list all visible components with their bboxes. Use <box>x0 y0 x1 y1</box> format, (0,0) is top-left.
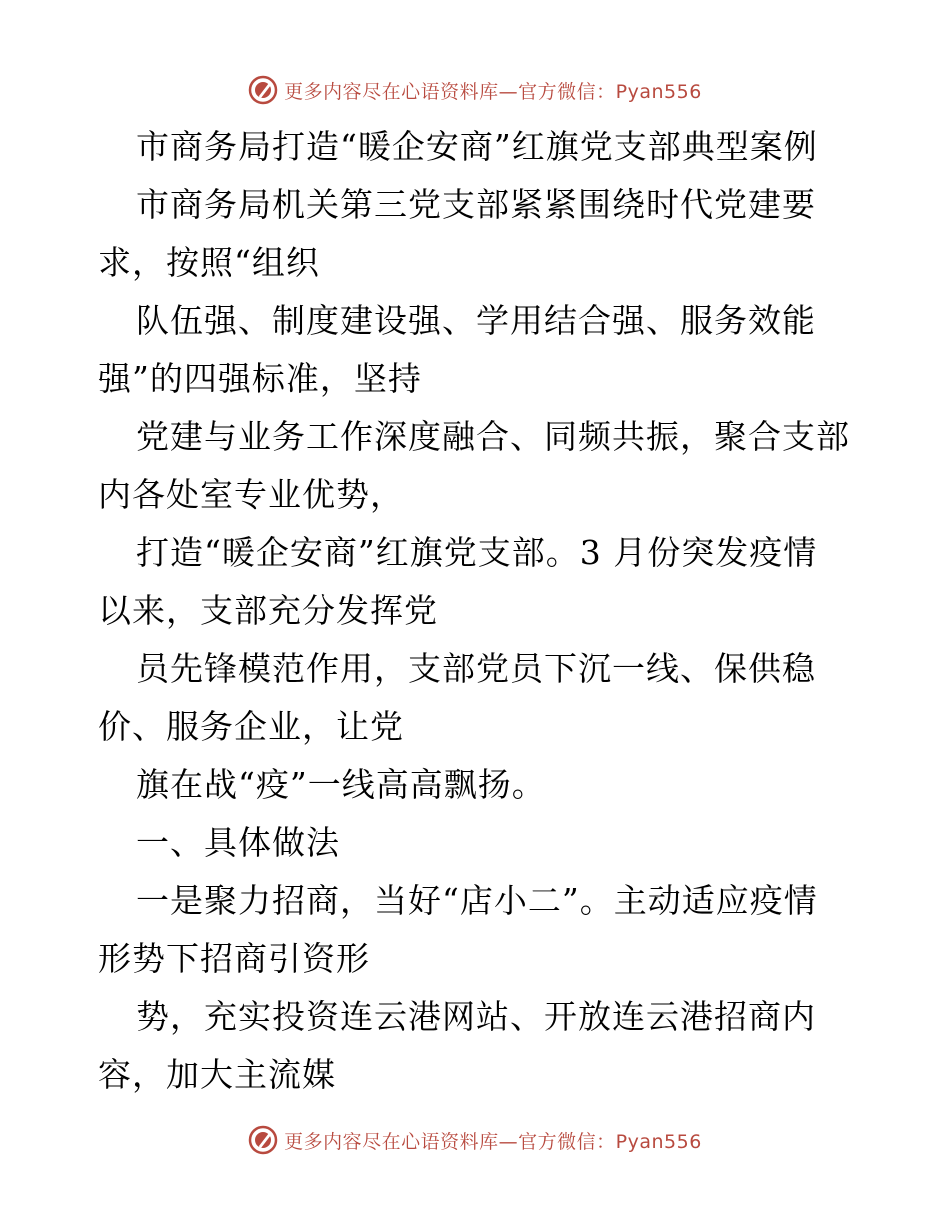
text-line: 党建与业务工作深度融合、同频共振，聚合支部 <box>136 417 850 456</box>
text-line: 形势下招商引资形 <box>98 939 370 978</box>
pen-logo-icon <box>248 1125 278 1155</box>
text-line: 一是聚力招商，当好“店小二”。主动适应疫情 <box>136 881 818 920</box>
text-line: 求，按照“组织 <box>98 243 320 282</box>
text-line: 势，充实投资连云港网站、开放连云港招商内 <box>136 997 816 1036</box>
watermark-text: 更多内容尽在心语资料库—官方微信：Pyan556 <box>284 1130 702 1153</box>
text-line: 价、服务企业，让党 <box>98 707 404 746</box>
text-line: 员先锋模范作用，支部党员下沉一线、保供稳 <box>136 649 816 688</box>
text-line: 以来，支部充分发挥党 <box>98 591 438 630</box>
document-body <box>98 118 858 1104</box>
text-line: 旗在战“疫”一线高高飘扬。 <box>136 765 546 804</box>
text-line: 容，加大主流媒 <box>98 1055 336 1094</box>
text-line: 内各处室专业优势， <box>98 475 404 514</box>
footer-watermark <box>0 1120 950 1160</box>
document-title: 市商务局打造“暖企安商”红旗党支部典型案例 <box>136 127 818 166</box>
text-line: 强”的四强标准，坚持 <box>98 359 422 398</box>
header-watermark <box>0 70 950 110</box>
text-line: 一、具体做法 <box>136 823 340 862</box>
watermark-text: 更多内容尽在心语资料库—官方微信：Pyan556 <box>284 80 702 103</box>
text-line: 队伍强、制度建设强、学用结合强、服务效能 <box>136 301 816 340</box>
text-line: 市商务局机关第三党支部紧紧围绕时代党建要 <box>136 185 816 224</box>
text-line: 打造“暖企安商”红旗党支部。3 月份突发疫情 <box>136 533 818 572</box>
pen-logo-icon <box>248 75 278 105</box>
